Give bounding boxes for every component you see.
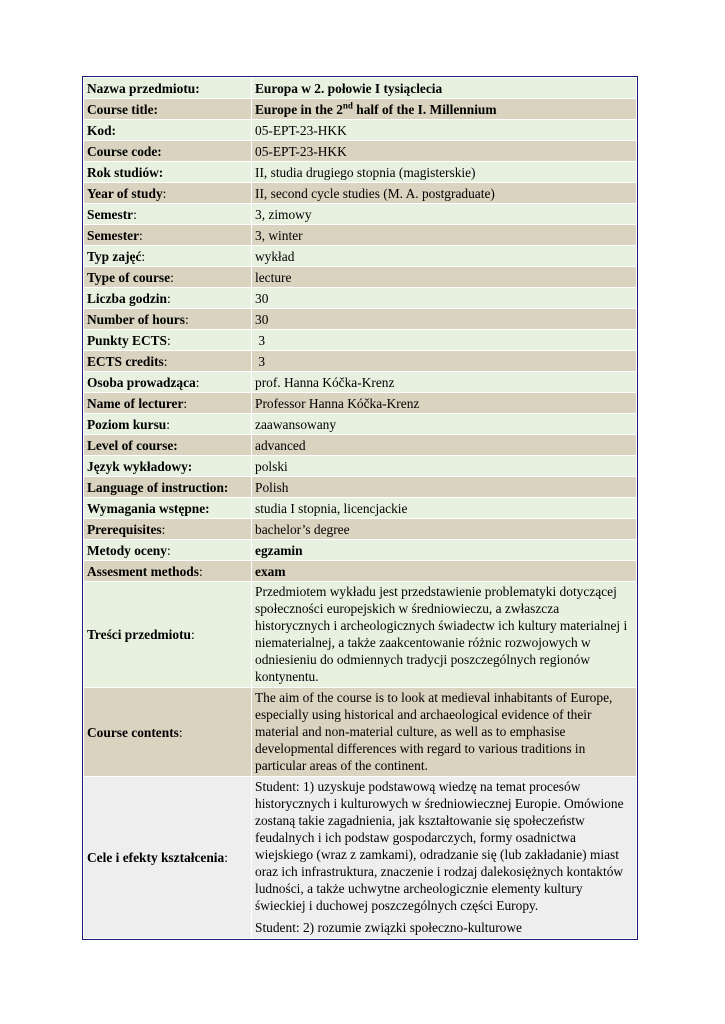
field-value: lecture [252,267,637,288]
field-value: 3, winter [252,225,637,246]
goal-paragraph-2: Student: 2) rozumie związki społeczno-kulturowe [255,920,522,935]
label-colon: : [183,395,188,411]
field-value: advanced [252,435,637,456]
field-label: Wymagania wstępne: [87,500,210,516]
row-lecturer-en [84,393,637,414]
row-goals-pl [84,777,637,939]
field-label: Year of study [87,185,163,201]
label-colon: : [195,374,200,390]
field-value: 05-EPT-23-HKK [252,120,637,141]
field-label: Assesment methods [87,563,199,579]
field-value: Przedmiotem wykładu jest przedstawienie problematyki dotyczącej społeczności europejskich w średniowieczu, a zwłaszcza historycznych i archeologicznych świadectw ich kultury materialnej i niematerialnej, a także zaakcentowanie różnic rozwojowych w odniesieniu do odmiennych tradycji poszczególnych regionów kontynentu. [252,582,637,688]
field-label: Poziom kursu [87,416,167,432]
field-label: Name of lecturer [87,395,184,411]
title-prefix: Europe in the 2 [255,101,343,117]
field-label: Typ zajęć [87,248,142,264]
label-colon: : [163,353,168,369]
field-label: Osoba prowadząca [87,374,196,390]
label-colon: : [133,206,137,222]
row-ects-pl [84,330,637,351]
field-value: 30 [252,288,637,309]
row-hours-pl [84,288,637,309]
row-ects-en [84,351,637,372]
field-value: polski [252,456,637,477]
row-semester-en [84,225,637,246]
row-language-en [84,477,637,498]
field-label: ECTS credits [87,353,164,369]
label-colon: : [161,521,166,537]
field-label: Liczba godzin [87,290,167,306]
field-value [252,99,637,120]
field-label: Language of instruction: [87,479,229,495]
field-value: 30 [252,309,637,330]
row-level-en [84,435,637,456]
row-contents-pl [84,582,637,688]
field-value: Europa w 2. połowie I tysiąclecia [252,78,637,99]
field-value: Polish [252,477,637,498]
label-colon: : [166,542,171,558]
row-hours-en [84,309,637,330]
label-colon: : [162,185,167,201]
label-colon: : [184,311,189,327]
field-value: The aim of the course is to look at medieval inhabitants of Europe, especially using historical and archaeological evidence of their material and non-material culture, as well as to emphasise developmental differences with regard to various traditions in particular areas of the continent. [252,688,637,777]
field-value: egzamin [252,540,637,561]
goal-paragraph-1: Student: 1) uzyskuje podstawową wiedzę na temat procesów historycznych i kulturowych w średniowiecznej Europie. Omówione zostaną takie zagadnienia, jak kształtowanie się społeczeństw feudalnych i ich podstaw gospodarczych, formy osadnictwa wiejskiego (wraz z zamkami), odradzanie się (lub zakładanie) miast oraz ich infrastruktura, znaczenie i rodzaj dalekosiężnych kontaktów ludności, a także uchwytne archeologicznie elementy kultury świeckiej i duchowej poszczególnych części Europy. [255,779,624,913]
field-label: Type of course [87,269,171,285]
field-value: 3 [252,351,637,372]
field-label: Level of course: [87,437,178,453]
label-colon: : [191,627,195,642]
field-value [252,777,637,939]
label-colon: : [166,290,171,306]
row-code-en [84,141,637,162]
row-level-pl [84,414,637,435]
field-label: Punkty ECTS [87,332,168,348]
field-value: exam [252,561,637,582]
field-value: 05-EPT-23-HKK [252,141,637,162]
field-value: zaawansowany [252,414,637,435]
row-lecturer-pl [84,372,637,393]
row-prerequisites-en [84,519,637,540]
field-value: wykład [252,246,637,267]
field-label: Metody oceny [87,542,167,558]
field-label: Kod: [87,122,117,138]
title-suffix: half of the I. Millennium [352,101,497,117]
row-course-type-en [84,267,637,288]
row-code-pl [84,120,637,141]
field-label: Język wykładowy: [87,458,193,474]
label-colon: : [224,850,228,865]
label-colon: : [170,269,174,285]
field-value: 3, zimowy [252,204,637,225]
field-label: Course code: [87,143,162,159]
field-label: Nazwa przedmiotu: [87,80,200,96]
field-label: Course contents [87,724,179,740]
field-value: II, studia drugiego stopnia (magisterskie) [252,162,637,183]
field-label: Treści przedmiotu [87,627,192,642]
label-colon: : [139,227,143,243]
row-course-type-pl [84,246,637,267]
field-label: Prerequisites [87,521,162,537]
row-language-pl [84,456,637,477]
field-value: prof. Hanna Kóčka-Krenz [252,372,637,393]
row-prerequisites-pl [84,498,637,519]
label-colon: : [167,332,171,348]
label-colon: : [178,724,183,740]
field-label: Rok studiów: [87,164,164,180]
row-year-pl [84,162,637,183]
field-label: Cele i efekty kształcenia [87,850,225,865]
course-syllabus-table [82,76,638,940]
label-colon: : [166,416,170,432]
row-course-name-pl [84,78,637,99]
field-label: Semester [87,227,140,243]
row-contents-en [84,688,637,777]
ordinal-superscript: nd [342,100,353,111]
label-colon: : [141,248,146,264]
field-label: Semestr [87,206,134,222]
field-value: studia I stopnia, licencjackie [252,498,637,519]
label-colon: : [198,563,203,579]
field-label: Number of hours [87,311,185,327]
row-assessment-pl [84,540,637,561]
row-assessment-en [84,561,637,582]
row-course-title-en [84,99,637,120]
field-label: Course title: [87,101,159,117]
field-value: bachelor’s degree [252,519,637,540]
field-value: II, second cycle studies (M. A. postgraduate) [252,183,637,204]
field-value: 3 [252,330,637,351]
row-semester-pl [84,204,637,225]
row-year-en [84,183,637,204]
field-value: Professor Hanna Kóčka-Krenz [252,393,637,414]
